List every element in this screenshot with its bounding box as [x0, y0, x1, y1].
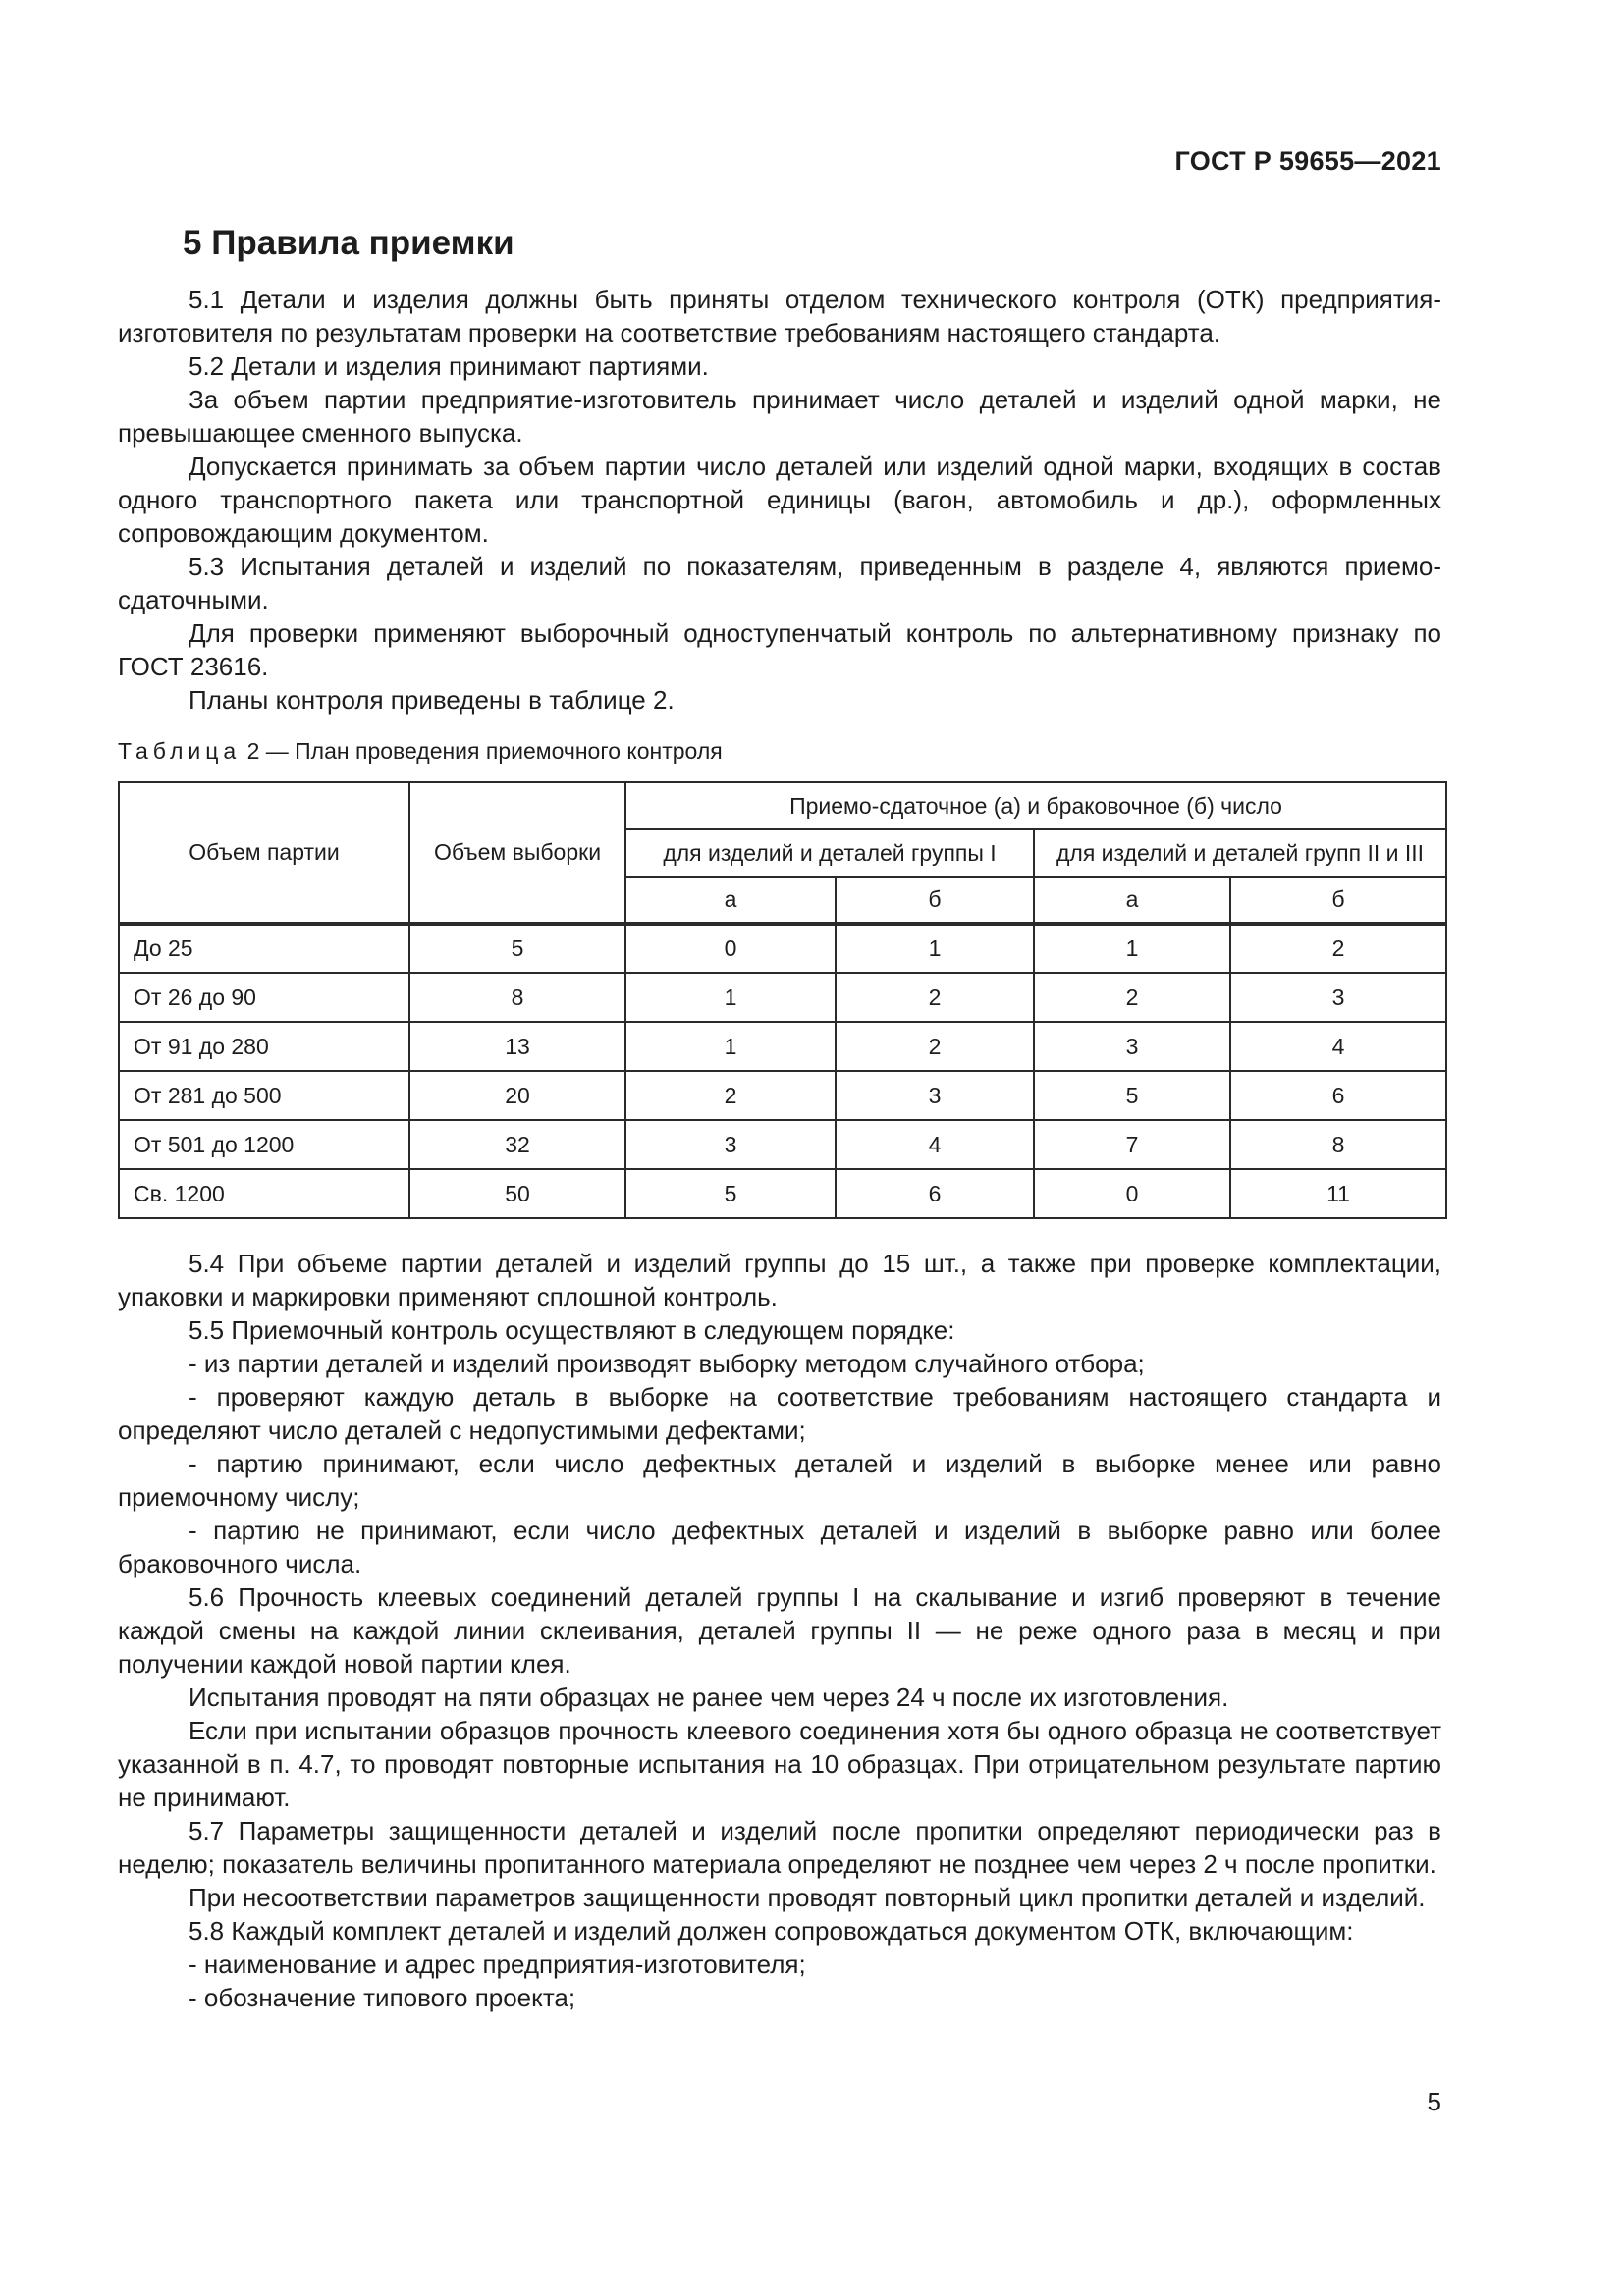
table-row [119, 1120, 1446, 1169]
header-rejection-number: б [836, 877, 1034, 924]
cell-group23-rejection: 11 [1230, 1169, 1446, 1218]
table-caption-text: 2 — План проведения приемочного контроля [241, 738, 723, 764]
header-groups-2-3: для изделий и деталей групп II и III [1034, 829, 1446, 877]
acceptance-control-table [118, 781, 1447, 1219]
cell-group1-rejection: 1 [836, 924, 1034, 973]
cell-group23-rejection: 2 [1230, 924, 1446, 973]
paragraph: За объем партии предприятие-изготовитель принимает число деталей и изделий одной марки, не превышающее сменного выпуска. [118, 385, 1441, 448]
header-acceptance-rejection-numbers: Приемо-сдаточное (а) и браковочное (б) число [625, 782, 1446, 829]
cell-group23-acceptance: 1 [1034, 924, 1230, 973]
paragraph-5-2: 5.2 Детали и изделия принимают партиями. [189, 351, 709, 381]
cell-group1-rejection: 2 [836, 1022, 1034, 1071]
cell-group1-rejection: 2 [836, 973, 1034, 1022]
text-block-top [118, 283, 1441, 717]
cell-lot-size: От 501 до 1200 [119, 1120, 409, 1169]
table-header-row [119, 782, 1446, 829]
table-row [119, 924, 1446, 973]
table-row [119, 1071, 1446, 1120]
paragraph-5-6: 5.6 Прочность клеевых соединений деталей группы I на скалывание и изгиб проверяют в течение каждой смены на каждой линии склеивания, деталей группы II — не реже одного раза в месяц и при получении каждой новой партии клея. [118, 1582, 1441, 1679]
list-item: - партию принимают, если число дефектных деталей и изделий в выборке менее или равно приемочному числу; [118, 1449, 1441, 1512]
paragraph-5-4: 5.4 При объеме партии деталей и изделий группы до 15 шт., а также при проверке комплектации, упаковки и маркировки применяют сплошной контроль. [118, 1249, 1441, 1311]
cell-lot-size: До 25 [119, 924, 409, 973]
paragraph: Если при испытании образцов прочность клеевого соединения хотя бы одного образца не соответствует указанной в п. 4.7, то проводят повторные испытания на 10 образцах. При отрицательном результате партию не принимают. [118, 1716, 1441, 1812]
cell-lot-size: Св. 1200 [119, 1169, 409, 1218]
cell-group1-acceptance: 1 [625, 973, 836, 1022]
cell-sample-size: 32 [409, 1120, 625, 1169]
cell-group1-acceptance: 2 [625, 1071, 836, 1120]
cell-group23-acceptance: 5 [1034, 1071, 1230, 1120]
cell-group23-rejection: 3 [1230, 973, 1446, 1022]
cell-sample-size: 13 [409, 1022, 625, 1071]
cell-group1-acceptance: 3 [625, 1120, 836, 1169]
paragraph-5-3: 5.3 Испытания деталей и изделий по показателям, приведенным в разделе 4, являются приемо-сдаточными. [118, 552, 1441, 614]
table-caption [118, 738, 723, 765]
list-item: - партию не принимают, если число дефектных деталей и изделий в выборке равно или более браковочного числа. [118, 1516, 1441, 1578]
paragraph-5-8: 5.8 Каждый комплект деталей и изделий должен сопровождаться документом ОТК, включающим: [189, 1916, 1354, 1946]
cell-lot-size: От 26 до 90 [119, 973, 409, 1022]
text-block-bottom [118, 1247, 1441, 2014]
cell-group23-rejection: 6 [1230, 1071, 1446, 1120]
cell-group23-acceptance: 0 [1034, 1169, 1230, 1218]
header-sample-size: Объем выборки [409, 782, 625, 924]
cell-group1-acceptance: 5 [625, 1169, 836, 1218]
cell-lot-size: От 91 до 280 [119, 1022, 409, 1071]
cell-group23-acceptance: 2 [1034, 973, 1230, 1022]
list-item: - наименование и адрес предприятия-изготовителя; [189, 1949, 806, 1979]
header-acceptance-number: а [1034, 877, 1230, 924]
paragraph: Планы контроля приведены в таблице 2. [189, 685, 675, 715]
paragraph: Допускается принимать за объем партии число деталей или изделий одной марки, входящих в состав одного транспортного пакета или транспортной единицы (вагон, автомобиль и др.), оформленных сопровождающим документом. [118, 452, 1441, 548]
cell-sample-size: 8 [409, 973, 625, 1022]
cell-lot-size: От 281 до 500 [119, 1071, 409, 1120]
paragraph-5-1: 5.1 Детали и изделия должны быть приняты отделом технического контроля (ОТК) предприятия-изготовителя по результатам проверки на соответствие требованиям настоящего стандарта. [118, 285, 1441, 347]
header-rejection-number: б [1230, 877, 1446, 924]
cell-group23-rejection: 8 [1230, 1120, 1446, 1169]
paragraph: Испытания проводят на пяти образцах не ранее чем через 24 ч после их изготовления. [189, 1682, 1229, 1712]
list-item: - проверяют каждую деталь в выборке на соответствие требованиям настоящего стандарта и определяют число деталей с недопустимыми дефектами; [118, 1382, 1441, 1445]
page-number: 5 [1427, 2087, 1441, 2116]
list-item: - из партии деталей и изделий производят выборку методом случайного отбора; [189, 1349, 1145, 1378]
list-item: - обозначение типового проекта; [189, 1983, 576, 2012]
cell-group23-acceptance: 3 [1034, 1022, 1230, 1071]
header-lot-size: Объем партии [119, 782, 409, 924]
cell-group1-acceptance: 1 [625, 1022, 836, 1071]
section-title: 5 Правила приемки [183, 224, 514, 262]
cell-group1-acceptance: 0 [625, 924, 836, 973]
document-code: ГОСТ Р 59655—2021 [1174, 146, 1441, 176]
cell-sample-size: 50 [409, 1169, 625, 1218]
paragraph-5-5: 5.5 Приемочный контроль осуществляют в следующем порядке: [189, 1315, 955, 1345]
paragraph: Для проверки применяют выборочный одноступенчатый контроль по альтернативному признаку по ГОСТ 23616. [118, 618, 1441, 681]
cell-group1-rejection: 4 [836, 1120, 1034, 1169]
paragraph: При несоответствии параметров защищенности проводят повторный цикл пропитки деталей и изделий. [189, 1883, 1426, 1912]
table-caption-lead: Таблица [118, 738, 242, 764]
table-row [119, 973, 1446, 1022]
cell-group1-rejection: 3 [836, 1071, 1034, 1120]
cell-sample-size: 20 [409, 1071, 625, 1120]
cell-group23-acceptance: 7 [1034, 1120, 1230, 1169]
table-row [119, 1022, 1446, 1071]
header-acceptance-number: а [625, 877, 836, 924]
table-row [119, 1169, 1446, 1218]
cell-group23-rejection: 4 [1230, 1022, 1446, 1071]
paragraph-5-7: 5.7 Параметры защищенности деталей и изделий после пропитки определяют периодически раз в неделю; показатель величины пропитанного материала определяют не позднее чем через 2 ч после пропитки. [118, 1816, 1441, 1879]
cell-group1-rejection: 6 [836, 1169, 1034, 1218]
header-group-1: для изделий и деталей группы I [625, 829, 1034, 877]
cell-sample-size: 5 [409, 924, 625, 973]
